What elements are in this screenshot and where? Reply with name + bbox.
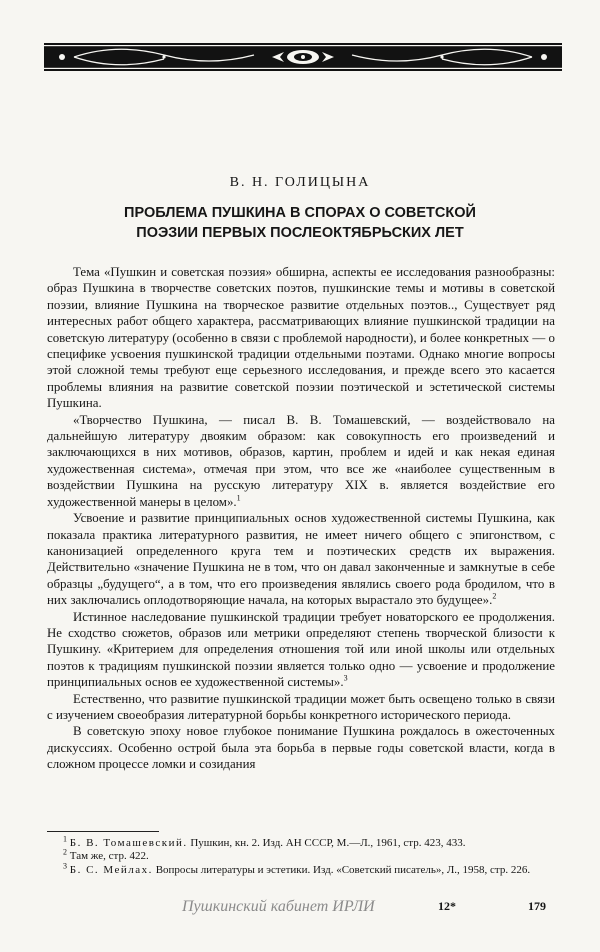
article-body bbox=[47, 264, 555, 773]
paragraph: Естественно, что развитие пушкинской традиции может быть освещено только в связи с изучением своеобразия литературной борьбы конкретного исторического периода. bbox=[47, 691, 555, 722]
ornamental-header-band bbox=[44, 43, 562, 71]
watermark: Пушкинский кабинет ИРЛИ bbox=[182, 898, 375, 915]
author-name: В. Н. ГОЛИЦЫНА bbox=[229, 175, 371, 190]
title-line: ПРОБЛЕМА ПУШКИНА В СПОРАХ О СОВЕТСКОЙ bbox=[124, 205, 476, 221]
footnote-divider bbox=[47, 831, 159, 832]
paragraph: Тема «Пушкин и советская поэзия» обширна, аспекты ее исследования разнообразны: образ Пушкина в творчестве советских поэтов, пушкинские темы и мотивы в советской поэзии, влияние Пушкина на творческое развитие отдельных поэтов.., Существует ряд интересных работ общего характера, рассматривающих влияние пушкинской традиции на советскую литературу (особенно в связи с проблемой народности), и более конкретных — о специфике усвоения пушкинской традиции отдельными поэтами. Однако многие вопросы этой сложной темы требуют еще серьезного исследования, и прежде всего это касается проблемы влияния на развитие советской поэзии поэтической и эстетической системы Пушкина. bbox=[47, 265, 555, 411]
signature-mark: 12* bbox=[438, 899, 456, 913]
footnote-ref: 3 bbox=[343, 673, 348, 683]
footnote-ref: 1 bbox=[236, 493, 241, 503]
paragraph: Усвоение и развитие принципиальных основ художественной системы Пушкина, как показала практика литературного развития, не имеет ничего общего с эпигонством, с канонизацией определенного круга тем и поэтических средств их выражения. Действительно «значение Пушкина не в том, что он давал законченные и замкнутые в себе образцы „будущего“, а в том, что его произведения являлись своего рода бродилом, что в них заключались оплодотворяющие начала, на которых вырастало это будущее».$^2$ bbox=[47, 511, 555, 608]
page-number: 179 bbox=[528, 899, 546, 913]
footnote: $^1$ Б. В. Томашевский. Пушкин, кн. 2. Изд. АН СССР, М.—Л., 1961, стр. 423, 433. bbox=[63, 834, 466, 849]
footnote: $^2$ Там же, стр. 422. bbox=[63, 847, 149, 863]
paragraph: Истинное наследование пушкинской традиции требует новаторского ее продолжения. Не сходство сюжетов, образов или метрики определяют степень творческой близости к Пушкину. «Критерием для определения отношения той или иной школы или отдельных поэтов к традициям пушкинской поэзии является только одно — усвоение и продолжение принципиальных основ ее художественной системы».$^3$ bbox=[47, 609, 555, 690]
paragraph: «Творчество Пушкина, — писал В. В. Томашевский, — воздействовало на дальнейшую литературу двояким образом: как совокупность его произведений и заключающихся в них мотивов, образов, картин, проблем и идей и как некая единая художественная система», отмечая при этом, что все же «наиболее существенным в воздействии Пушкина на русскую литературу XIX в. является воздействие его художественной манеры в целом».$^1$ bbox=[47, 412, 555, 509]
article-title bbox=[60, 203, 540, 243]
footnote-ref: 2 bbox=[492, 591, 497, 601]
ornament-pattern-icon bbox=[44, 43, 562, 71]
footnotes bbox=[47, 834, 555, 877]
paragraph: В советскую эпоху новое глубокое понимание Пушкина рождалось в ожесточенных дискуссиях. Особенно острой была эта борьба в первые годы советской власти, когда в сложном процессе ломки и созидания bbox=[47, 724, 555, 772]
footnote: $^3$ Б. С. Мейлах. Вопросы литературы и эстетики. Изд. «Советский писатель», Л., 1958, стр. 226. bbox=[63, 860, 531, 876]
title-line: ПОЭЗИИ ПЕРВЫХ ПОСЛЕОКТЯБРЬСКИХ ЛЕТ bbox=[136, 225, 464, 241]
